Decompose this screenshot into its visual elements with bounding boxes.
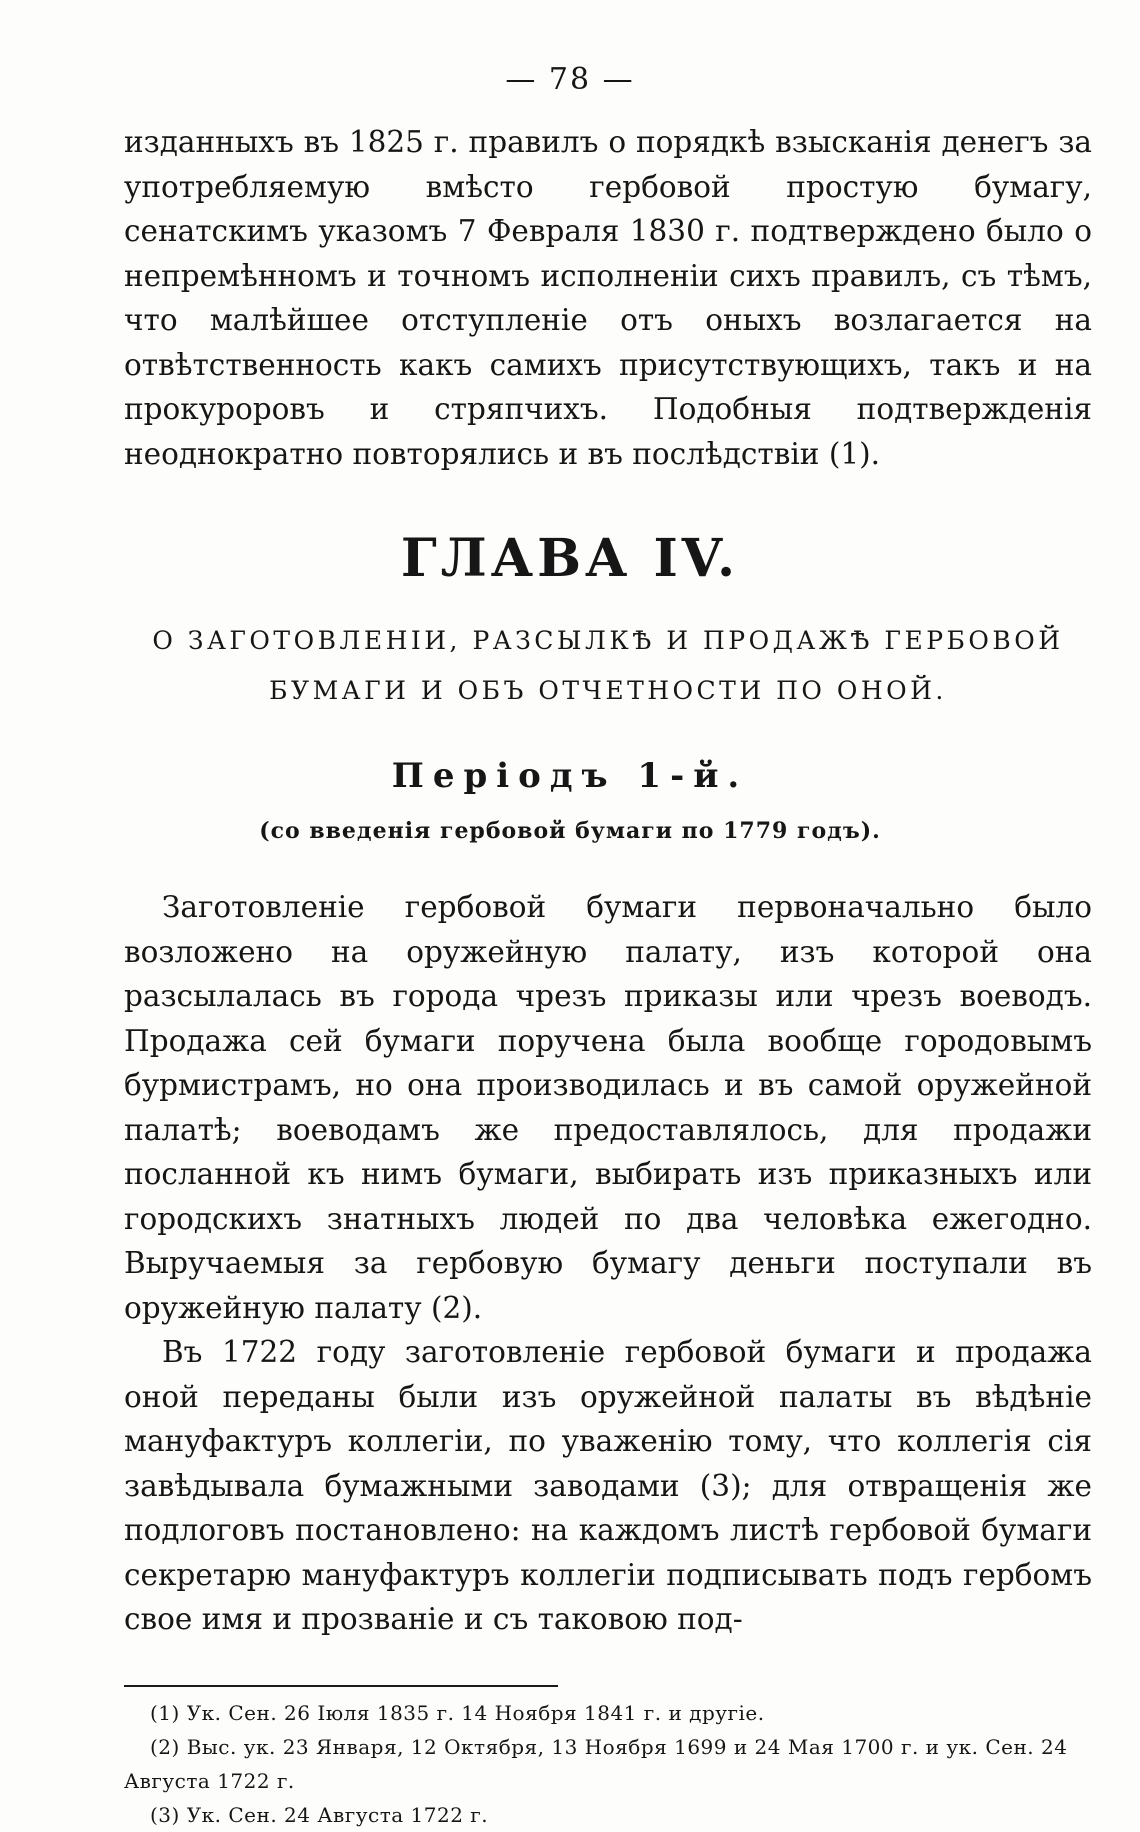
footnote: (2) Выс. ук. 23 Января, 12 Октября, 13 Ноября 1699 и 24 Мая 1700 г. и ук. Сен. 24 Августа 1722 г. (124, 1735, 1068, 1793)
footnote: (1) Ук. Сен. 26 Іюля 1835 г. 14 Ноября 1841 г. и другіе. (150, 1701, 765, 1725)
period-range: (со введенія гербовой бумаги по 1779 годъ). (259, 818, 881, 844)
footnotes (124, 1696, 1092, 1832)
paragraph-continuation: изданныхъ въ 1825 г. правилъ о порядкѣ взысканія денегъ за употребляемую вмѣсто гербовой простую бумагу, сенатскимъ указомъ 7 Февраля 1830 г. подтверждено было о непремѣнномъ и точномъ исполненіи сихъ правилъ, съ тѣмъ, что малѣйшее отступленіе отъ оныхъ возлагается на отвѣтственность какъ самихъ присутствующихъ, такъ и на прокуроровъ и стряпчихъ. Подобныя подтвержденія неоднократно повторялись и въ послѣдствіи (1). (124, 125, 1092, 471)
text-block-top (124, 120, 1092, 476)
paragraph: Заготовленіе гербовой бумаги первоначально было возложено на оружейную палату, изъ которой она разсылалась въ города чрезъ приказы или чрезъ воеводъ. Продажа сей бумаги поручена была вообще городовымъ бурмистрамъ, но она производилась и въ самой оружейной палатѣ; воеводамъ же предоставлялось, для продажи посланной къ нимъ бумаги, выбирать изъ приказныхъ или городскихъ знатныхъ людей по два человѣка ежегодно. Выручаемыя за гербовую бумагу деньги поступали въ оружейную палату (2). (124, 890, 1092, 1325)
page-number: — 78 — (505, 62, 635, 97)
chapter-title: ГЛАВА IV. (400, 528, 740, 589)
text-block-main (124, 885, 1092, 1642)
paragraph: Въ 1722 году заготовленіе гербовой бумаги и продажа оной переданы были изъ оружейной палаты въ вѣдѣніе мануфактуръ коллегіи, по уваженію тому, что коллегія сія завѣдывала бумажными заводами (3); для отвращенія же подлоговъ постановлено: на каждомъ листѣ гербовой бумаги секретарю мануфактуръ коллегіи подписывать подъ гербомъ свое имя и прозваніе и съ таковою под- (124, 1335, 1092, 1636)
footnote: (3) Ук. Сен. 24 Августа 1722 г. (150, 1803, 489, 1827)
period-heading: Періодъ 1-й. (391, 756, 749, 796)
chapter-subtitle: О ЗАГОТОВЛЕНІИ, РАЗСЫЛКѢ И ПРОДАЖѢ ГЕРБОВОЙ БУМАГИ И ОБЪ ОТЧЕТНОСТИ ПО ОНОЙ. (152, 626, 1064, 705)
footnote-divider (124, 1685, 558, 1687)
